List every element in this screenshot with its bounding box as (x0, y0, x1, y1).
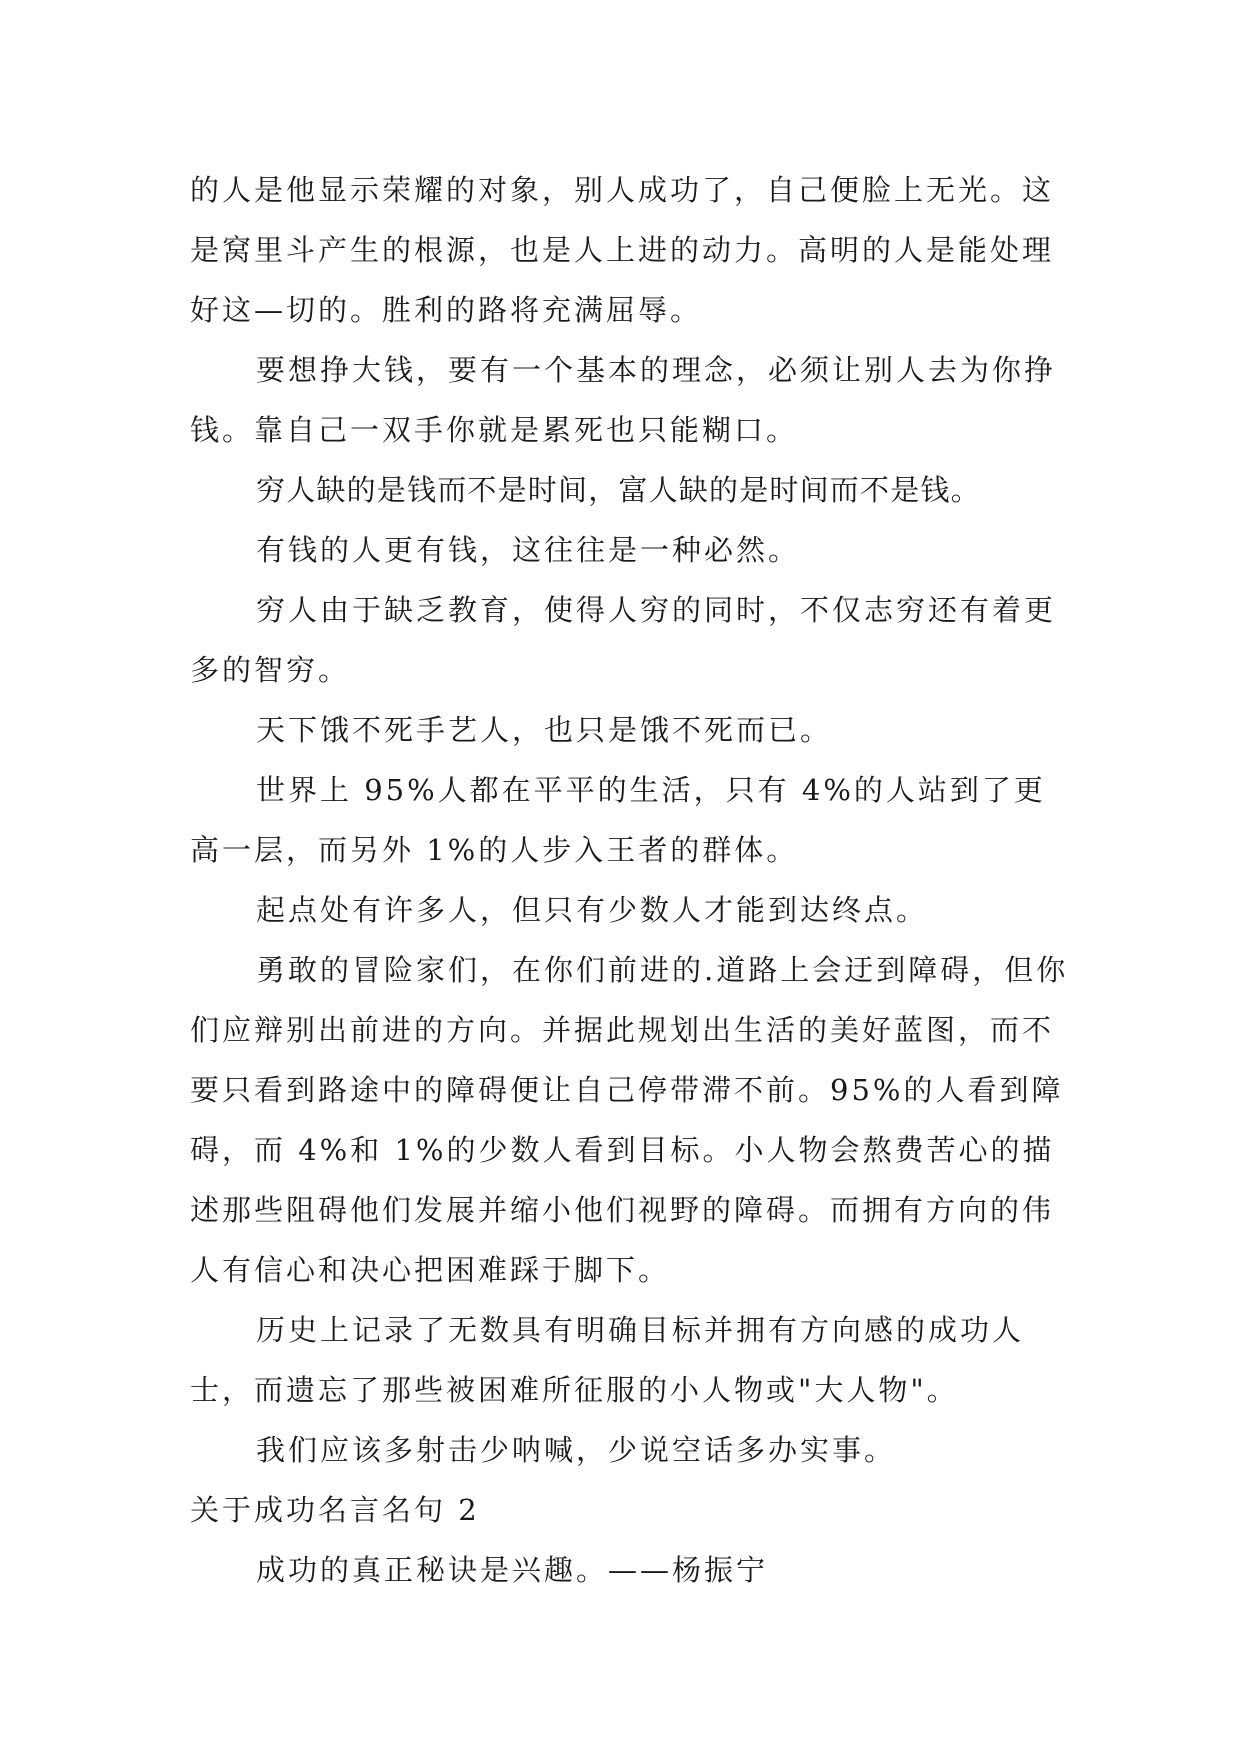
paragraph: 世界上 95%人都在平平的生活，只有 4%的人站到了更高一层，而另外 1%的人步入王者的群体。 (190, 773, 1046, 867)
quote-paragraph: 成功的真正秘诀是兴趣。——杨振宁 (256, 1553, 769, 1587)
paragraph-continuation: 的人是他显示荣耀的对象，别人成功了，自己便脸上无光。这是窝里斗产生的根源，也是人上进的动力。高明的人是能处理好这—切的。胜利的路将充满屈辱。 (190, 173, 1055, 327)
paragraph: 勇敢的冒险家们，在你们前进的.道路上会迂到障碍，但你们应辩别出前进的方向。并据此规划出生活的美好蓝图，而不要只看到路途中的障碍便让自己停带滞不前。95%的人看到障碍，而 4%和 1%的少数人看到目标。小人物会熬费苦心的描述那些阻碍他们发展并缩小他们视野的障碍。而拥有方向的伟人有信心和决心把困难踩于脚下。 (190, 953, 1069, 1287)
paragraph: 历史上记录了无数具有明确目标并拥有方向感的成功人士，而遗忘了那些被困难所征服的小人物或"大人物"。 (190, 1313, 1025, 1407)
paragraph: 天下饿不死手艺人，也只是饿不死而已。 (256, 713, 833, 747)
section-heading: 关于成功名言名句 2 (190, 1493, 480, 1527)
paragraph: 有钱的人更有钱，这往往是一种必然。 (256, 533, 801, 567)
paragraph: 起点处有许多人，但只有少数人才能到达终点。 (256, 893, 929, 927)
document-body (190, 160, 1070, 1600)
paragraph: 穷人由于缺乏教育，使得人穷的同时，不仅志穷还有着更多的智穷。 (190, 593, 1057, 687)
paragraph: 要想挣大钱，要有一个基本的理念，必须让别人去为你挣钱。靠自己一双手你就是累死也只能糊口。 (190, 353, 1057, 447)
paragraph: 穷人缺的是钱而不是时间，富人缺的是时间而不是钱。 (256, 473, 981, 507)
paragraph: 我们应该多射击少呐喊，少说空话多办实事。 (256, 1433, 897, 1467)
